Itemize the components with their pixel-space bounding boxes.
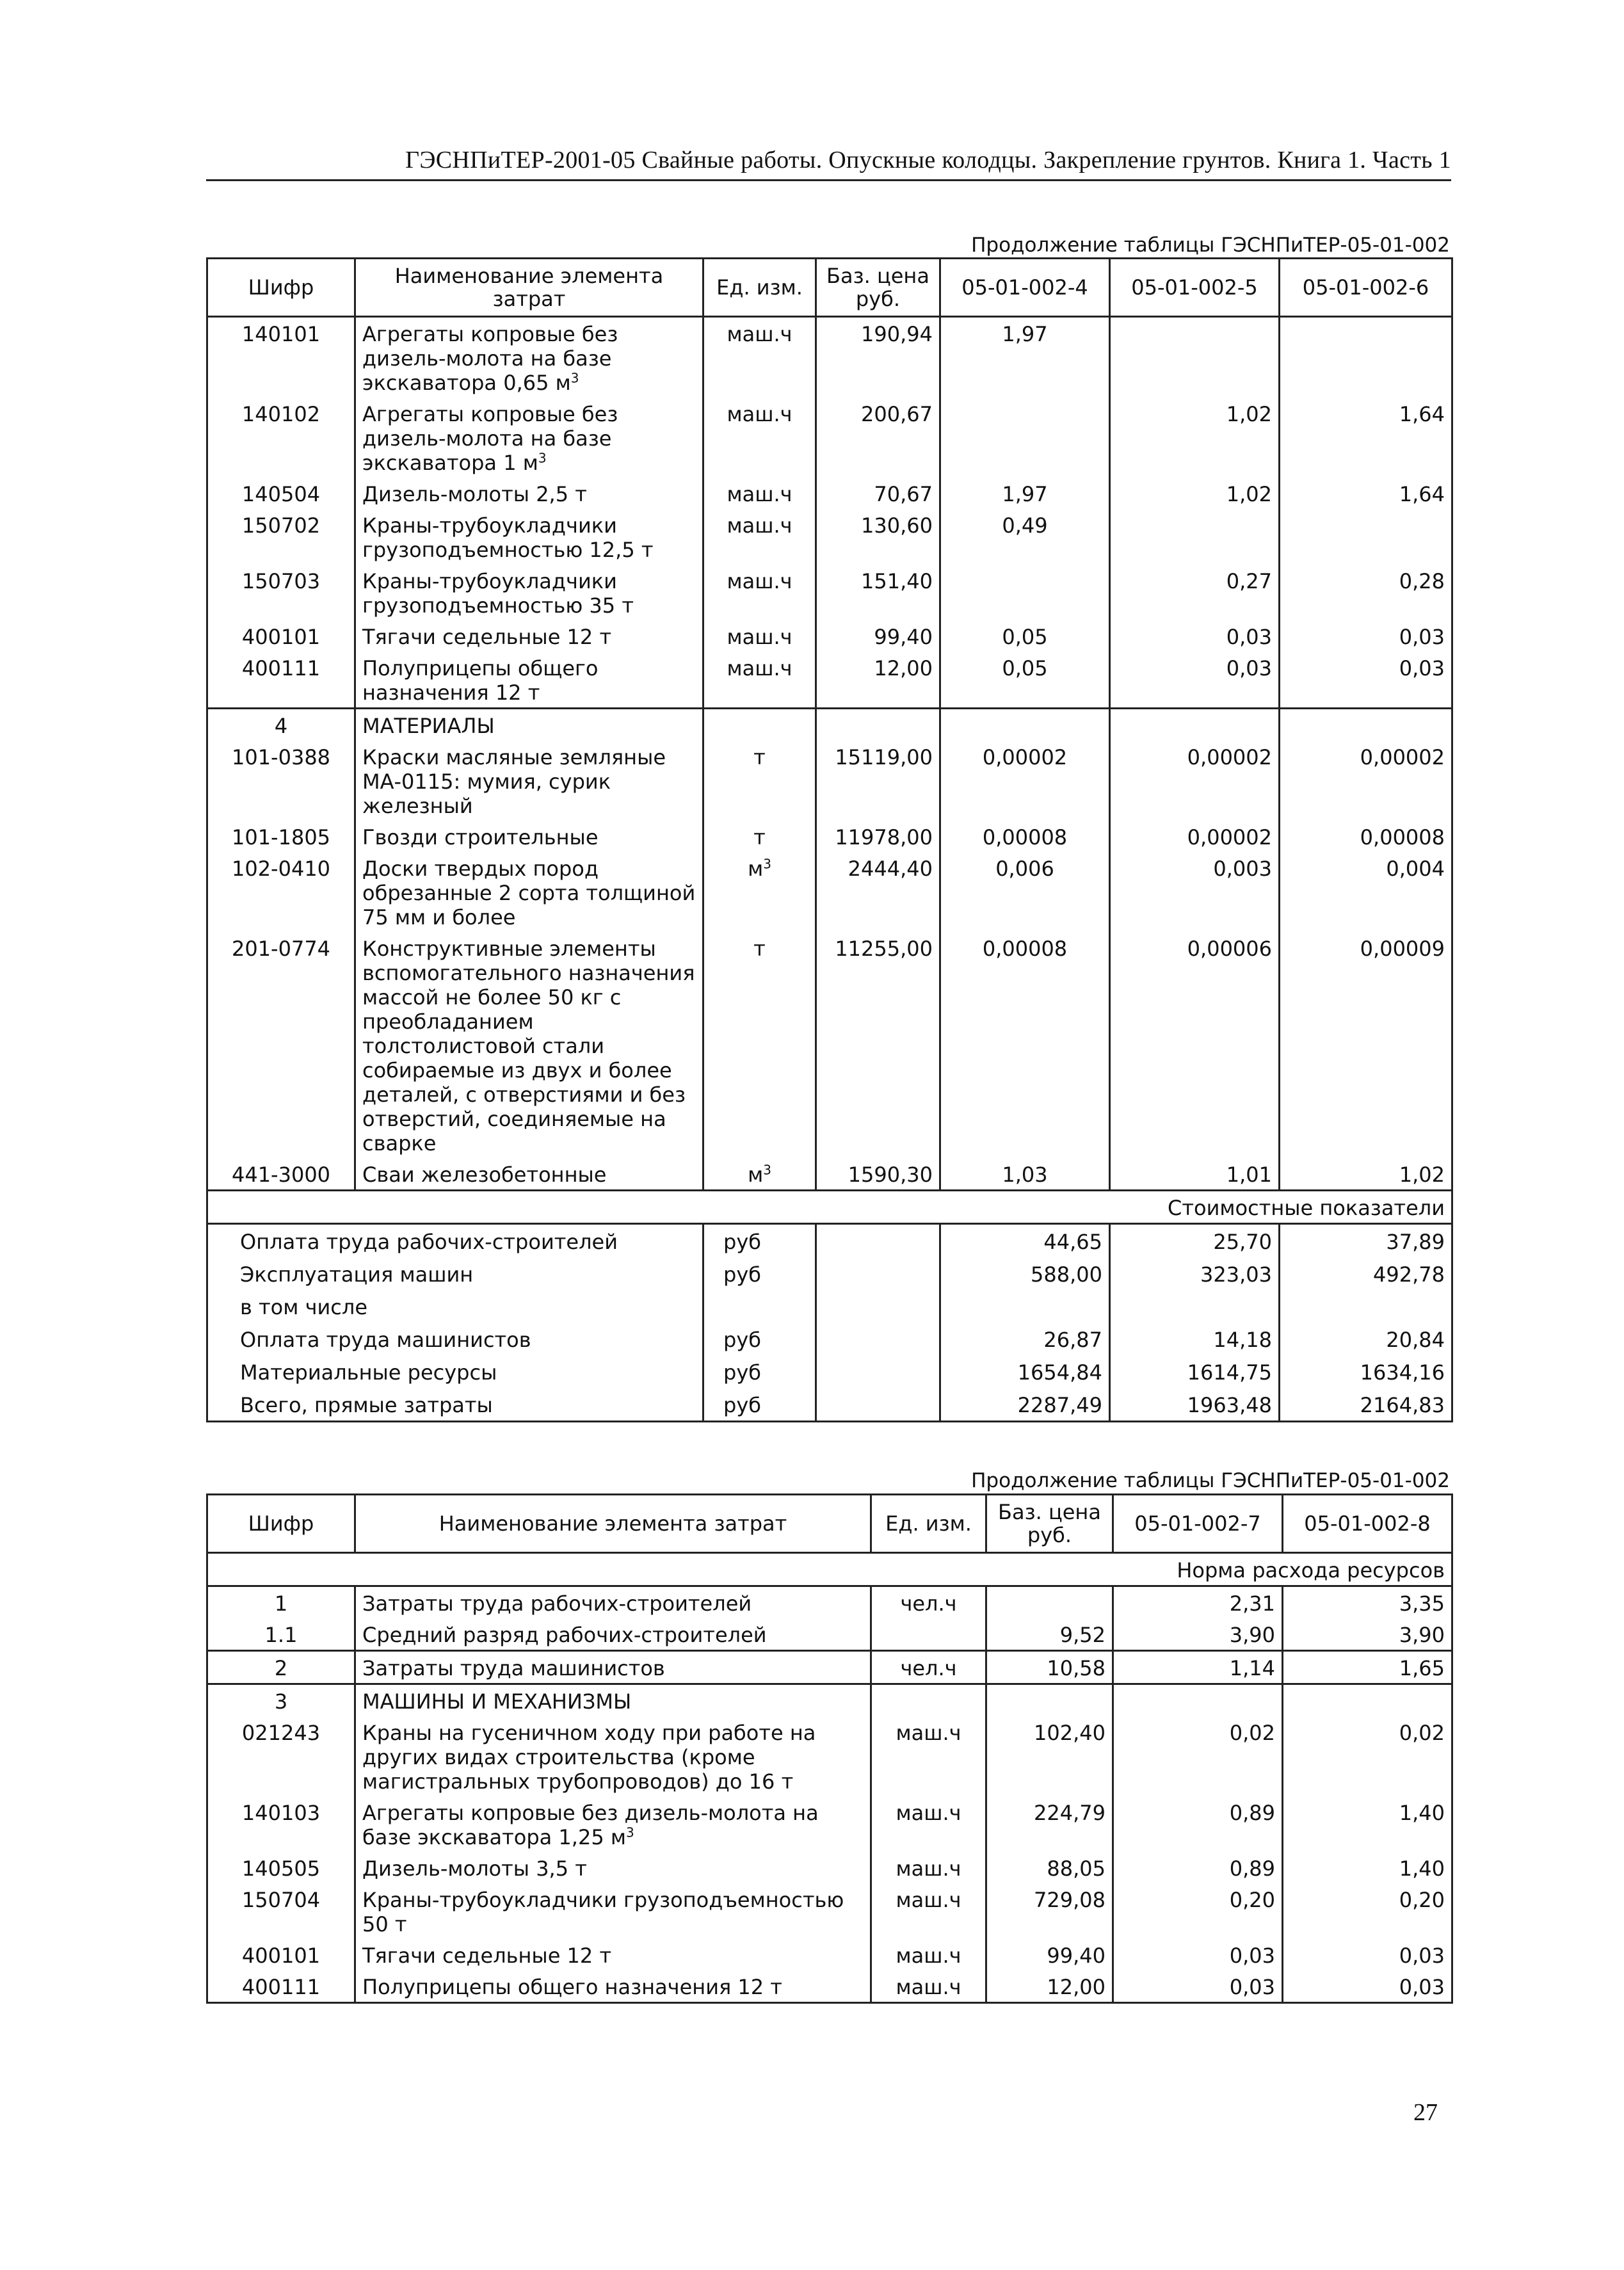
summary-row [207, 1224, 1452, 1258]
cell-unit: маш.ч [703, 652, 816, 709]
cell-price: 151,40 [816, 565, 940, 620]
cell-value-2: 0,003 [1110, 852, 1280, 932]
cell-unit: чел.ч [871, 1651, 986, 1684]
cell-price: 11255,00 [816, 932, 940, 1158]
section-row [207, 709, 1452, 741]
summary-value-3: 492,78 [1280, 1257, 1452, 1290]
cell-price: 88,05 [986, 1852, 1113, 1883]
table1-header-row [207, 259, 1452, 317]
summary-row [207, 1355, 1452, 1388]
cell-price [816, 709, 940, 741]
cell-value-1: 1,03 [940, 1158, 1110, 1191]
cell-value-2: 3,90 [1283, 1618, 1452, 1651]
section-title: МАШИНЫ И МЕХАНИЗМЫ [355, 1684, 871, 1717]
cell-code: 400111 [207, 1970, 355, 2003]
cell-price: 729,08 [986, 1883, 1113, 1939]
cell-price: 102,40 [986, 1716, 1113, 1796]
col-header-name: Наименование элемента затрат [355, 1495, 871, 1553]
summary-unit: руб [703, 1355, 816, 1388]
summary-unit: руб [703, 1224, 816, 1258]
cell-unit [703, 709, 816, 741]
cell-value-3: 0,03 [1280, 620, 1452, 652]
cell-name: Полуприцепы общего назначения 12 т [355, 652, 703, 709]
page-header: ГЭСНПиТЕР-2001-05 Свайные работы. Опускные колодцы. Закрепление грунтов. Книга 1. Часть 1 [206, 146, 1451, 181]
cell-price: 15119,00 [816, 741, 940, 821]
cell-value-3: 0,004 [1280, 852, 1452, 932]
cell-value-2: 1,65 [1283, 1651, 1452, 1684]
col-header-v3: 05-01-002-6 [1280, 259, 1452, 317]
cell-price: 130,60 [816, 509, 940, 565]
cell-unit: маш.ч [703, 509, 816, 565]
cell-unit: маш.ч [871, 1852, 986, 1883]
table-row [207, 620, 1452, 652]
cell-unit: чел.ч [871, 1586, 986, 1619]
cell-unit-text: м [748, 1163, 764, 1187]
cell-value-3 [1280, 709, 1452, 741]
summary-value-2 [1110, 1290, 1280, 1323]
table-row [207, 852, 1452, 932]
cell-price: 200,67 [816, 398, 940, 478]
cell-unit: т [703, 932, 816, 1158]
summary-value-3: 20,84 [1280, 1323, 1452, 1355]
cell-price: 99,40 [986, 1939, 1113, 1970]
summary-value-2: 14,18 [1110, 1323, 1280, 1355]
page-number: 27 [1413, 2099, 1438, 2126]
cell-name: Краны-трубоукладчики грузоподъемностью 50 т [355, 1883, 871, 1939]
cell-price: 12,00 [816, 652, 940, 709]
summary-row [207, 1388, 1452, 1422]
cell-value-1: 3,90 [1113, 1618, 1283, 1651]
cell-value-2: 0,00002 [1110, 741, 1280, 821]
cell-price: 10,58 [986, 1651, 1113, 1684]
cell-value-1: 0,20 [1113, 1883, 1283, 1939]
section-number: 3 [207, 1684, 355, 1717]
cell-value-2: 0,00002 [1110, 821, 1280, 852]
cell-value-1: 0,49 [940, 509, 1110, 565]
table-row [207, 1796, 1452, 1852]
resource-table-2 [206, 1493, 1453, 2004]
cell-value-2: 0,03 [1110, 652, 1280, 709]
cell-value-1 [940, 565, 1110, 620]
cell-unit: маш.ч [703, 620, 816, 652]
col-header-unit: Ед. изм. [871, 1495, 986, 1553]
cell-value-1 [1113, 1684, 1283, 1717]
cell-value-2 [1110, 709, 1280, 741]
cell-value-3: 0,28 [1280, 565, 1452, 620]
cost-indicators-label: Стоимостные показатели [207, 1191, 1452, 1224]
cell-value-1: 0,05 [940, 652, 1110, 709]
cell-unit: маш.ч [871, 1716, 986, 1796]
table-row [207, 1852, 1452, 1883]
cell-code: 150704 [207, 1883, 355, 1939]
cell-code: 140505 [207, 1852, 355, 1883]
cell-price [986, 1684, 1113, 1717]
cell-value-3: 0,03 [1280, 652, 1452, 709]
norm-label-row [207, 1553, 1452, 1586]
norm-label: Норма расхода ресурсов [207, 1553, 1452, 1586]
summary-value-1 [940, 1290, 1110, 1323]
summary-unit: руб [703, 1388, 816, 1422]
table-row [207, 478, 1452, 509]
cell-price: 1590,30 [816, 1158, 940, 1191]
cell-price [986, 1586, 1113, 1619]
cell-value-2: 3,35 [1283, 1586, 1452, 1619]
col-header-unit: Ед. изм. [703, 259, 816, 317]
cell-name: Средний разряд рабочих-строителей [355, 1618, 871, 1651]
cell-value-2: 0,03 [1283, 1970, 1452, 2003]
summary-label: Оплата труда рабочих-строителей [207, 1224, 703, 1258]
summary-value-3 [1280, 1290, 1452, 1323]
cell-price: 70,67 [816, 478, 940, 509]
summary-price [816, 1388, 940, 1422]
cell-name: Сваи железобетонные [355, 1158, 703, 1191]
summary-label: Эксплуатация машин [207, 1257, 703, 1290]
summary-value-2: 1614,75 [1110, 1355, 1280, 1388]
table-row [207, 1651, 1452, 1684]
cell-value-2: 0,03 [1283, 1939, 1452, 1970]
cell-price: 99,40 [816, 620, 940, 652]
cell-name: Дизель-молоты 2,5 т [355, 478, 703, 509]
superscript: 3 [763, 1162, 771, 1178]
table1-caption: Продолжение таблицы ГЭСНПиТЕР-05-01-002 [971, 234, 1450, 257]
summary-label: в том числе [207, 1290, 703, 1323]
table-row [207, 509, 1452, 565]
table-row [207, 398, 1452, 478]
cell-value-2 [1283, 1684, 1452, 1717]
cell-code: 150702 [207, 509, 355, 565]
superscript: 3 [763, 856, 771, 872]
table-row [207, 1716, 1452, 1796]
summary-label: Материальные ресурсы [207, 1355, 703, 1388]
superscript: 3 [538, 450, 547, 466]
table-row [207, 1939, 1452, 1970]
cell-value-1: 0,03 [1113, 1939, 1283, 1970]
cell-value-3: 0,00002 [1280, 741, 1452, 821]
cell-unit: маш.ч [871, 1883, 986, 1939]
cell-unit: маш.ч [703, 565, 816, 620]
cell-price: 12,00 [986, 1970, 1113, 2003]
cell-code: 101-0388 [207, 741, 355, 821]
col-header-name: Наименование элемента затрат [355, 259, 703, 317]
cell-price: 224,79 [986, 1796, 1113, 1852]
summary-unit [703, 1290, 816, 1323]
cell-name: Тягачи седельные 12 т [355, 620, 703, 652]
cell-value-1: 0,05 [940, 620, 1110, 652]
summary-value-1: 2287,49 [940, 1388, 1110, 1422]
cell-name: Доски твердых пород обрезанные 2 сорта толщиной 75 мм и более [355, 852, 703, 932]
summary-price [816, 1290, 940, 1323]
table2-header-row [207, 1495, 1452, 1553]
table-row [207, 932, 1452, 1158]
cell-name: Конструктивные элементы вспомогательного назначения массой не более 50 кг с преобладанием толстолистовой стали собираемые из двух и более деталей, с отверстиями и без отверстий, соединяемые на сварке [355, 932, 703, 1158]
col-header-v2: 05-01-002-8 [1283, 1495, 1452, 1553]
section-row [207, 1684, 1452, 1717]
cell-name: Гвозди строительные [355, 821, 703, 852]
table-row [207, 1883, 1452, 1939]
cell-value-1: 0,03 [1113, 1970, 1283, 2003]
cell-price: 190,94 [816, 317, 940, 398]
summary-value-2: 323,03 [1110, 1257, 1280, 1290]
cell-value-2: 0,20 [1283, 1883, 1452, 1939]
cell-value-3 [1280, 509, 1452, 565]
summary-label: Оплата труда машинистов [207, 1323, 703, 1355]
summary-price [816, 1323, 940, 1355]
cell-code: 2 [207, 1651, 355, 1684]
summary-value-1: 26,87 [940, 1323, 1110, 1355]
summary-row [207, 1323, 1452, 1355]
cell-code: 102-0410 [207, 852, 355, 932]
summary-price [816, 1224, 940, 1258]
cell-unit: маш.ч [871, 1939, 986, 1970]
cell-value-1: 0,00008 [940, 821, 1110, 852]
cell-value-1: 1,97 [940, 478, 1110, 509]
cell-name: Дизель-молоты 3,5 т [355, 1852, 871, 1883]
section-title: МАТЕРИАЛЫ [355, 709, 703, 741]
superscript: 3 [625, 1824, 634, 1840]
table-row [207, 317, 1452, 398]
cell-code: 400101 [207, 620, 355, 652]
cell-value-2: 0,03 [1110, 620, 1280, 652]
superscript: 3 [570, 370, 579, 386]
table-row [207, 821, 1452, 852]
cell-code: 140102 [207, 398, 355, 478]
cell-name: Полуприцепы общего назначения 12 т [355, 1970, 871, 2003]
cell-value-1: 0,00002 [940, 741, 1110, 821]
cell-code: 1.1 [207, 1618, 355, 1651]
cell-name: Краны на гусеничном ходу при работе на других видах строительства (кроме магистральных трубопроводов) до 16 т [355, 1716, 871, 1796]
table-row [207, 1586, 1452, 1619]
summary-label: Всего, прямые затраты [207, 1388, 703, 1422]
cell-value-2: 0,00006 [1110, 932, 1280, 1158]
cell-value-1: 0,02 [1113, 1716, 1283, 1796]
cell-value-2: 0,02 [1283, 1716, 1452, 1796]
cell-name-text: Агрегаты копровые без дизель-молота на базе экскаватора 1,25 м [362, 1801, 819, 1849]
summary-price [816, 1355, 940, 1388]
cell-unit: маш.ч [871, 1796, 986, 1852]
cost-indicators-row [207, 1191, 1452, 1224]
col-header-code: Шифр [207, 1495, 355, 1553]
table-row [207, 565, 1452, 620]
cell-unit [703, 852, 816, 932]
cell-value-2: 0,27 [1110, 565, 1280, 620]
resource-table-1 [206, 257, 1453, 1422]
cell-name [355, 317, 703, 398]
summary-row [207, 1257, 1452, 1290]
cell-unit: маш.ч [703, 478, 816, 509]
cell-price: 11978,00 [816, 821, 940, 852]
cell-value-2 [1110, 509, 1280, 565]
cell-value-3: 0,00008 [1280, 821, 1452, 852]
summary-value-1: 44,65 [940, 1224, 1110, 1258]
table2-caption: Продолжение таблицы ГЭСНПиТЕР-05-01-002 [971, 1469, 1450, 1492]
cell-code: 400111 [207, 652, 355, 709]
summary-value-2: 25,70 [1110, 1224, 1280, 1258]
cell-unit: маш.ч [703, 398, 816, 478]
cell-unit-text: м [748, 857, 764, 881]
cell-unit [871, 1618, 986, 1651]
table-row [207, 652, 1452, 709]
cell-unit [703, 1158, 816, 1191]
cell-code: 441-3000 [207, 1158, 355, 1191]
cell-code: 021243 [207, 1716, 355, 1796]
cell-unit: маш.ч [703, 317, 816, 398]
cell-value-2: 1,02 [1110, 478, 1280, 509]
section-number: 4 [207, 709, 355, 741]
cell-code: 140103 [207, 1796, 355, 1852]
cell-unit: маш.ч [871, 1970, 986, 2003]
cell-value-1: 1,14 [1113, 1651, 1283, 1684]
summary-unit: руб [703, 1323, 816, 1355]
col-header-code: Шифр [207, 259, 355, 317]
cell-name: Затраты труда машинистов [355, 1651, 871, 1684]
table-row [207, 1158, 1452, 1191]
cell-unit [871, 1684, 986, 1717]
cell-value-1: 2,31 [1113, 1586, 1283, 1619]
cell-unit: т [703, 741, 816, 821]
cell-name: Краски масляные земляные МА-0115: мумия, сурик железный [355, 741, 703, 821]
summary-value-3: 1634,16 [1280, 1355, 1452, 1388]
cell-name: Краны-трубоукладчики грузоподъемностью 12,5 т [355, 509, 703, 565]
cell-value-1 [940, 709, 1110, 741]
cell-value-2: 1,01 [1110, 1158, 1280, 1191]
summary-unit: руб [703, 1257, 816, 1290]
cell-name: Краны-трубоукладчики грузоподъемностью 35 т [355, 565, 703, 620]
cell-code: 140101 [207, 317, 355, 398]
cell-value-2: 1,40 [1283, 1852, 1452, 1883]
cell-value-2: 1,40 [1283, 1796, 1452, 1852]
summary-value-2: 1963,48 [1110, 1388, 1280, 1422]
cell-value-3: 1,64 [1280, 398, 1452, 478]
cell-value-3: 1,02 [1280, 1158, 1452, 1191]
cell-name: Затраты труда рабочих-строителей [355, 1586, 871, 1619]
cell-code: 101-1805 [207, 821, 355, 852]
summary-value-3: 37,89 [1280, 1224, 1452, 1258]
cell-value-1: 0,89 [1113, 1852, 1283, 1883]
cell-name [355, 1796, 871, 1852]
summary-value-1: 1654,84 [940, 1355, 1110, 1388]
summary-row [207, 1290, 1452, 1323]
cell-code: 201-0774 [207, 932, 355, 1158]
cell-value-1: 1,97 [940, 317, 1110, 398]
cell-code: 150703 [207, 565, 355, 620]
col-header-price: Баз. цена руб. [816, 259, 940, 317]
summary-value-1: 588,00 [940, 1257, 1110, 1290]
col-header-v1: 05-01-002-7 [1113, 1495, 1283, 1553]
col-header-price: Баз. цена руб. [986, 1495, 1113, 1553]
cell-value-3 [1280, 317, 1452, 398]
cell-unit: т [703, 821, 816, 852]
cell-value-2 [1110, 317, 1280, 398]
cell-value-1: 0,006 [940, 852, 1110, 932]
cell-code: 400101 [207, 1939, 355, 1970]
cell-name [355, 398, 703, 478]
table-row [207, 1970, 1452, 2003]
col-header-v2: 05-01-002-5 [1110, 259, 1280, 317]
table-row [207, 1618, 1452, 1651]
col-header-v1: 05-01-002-4 [940, 259, 1110, 317]
summary-price [816, 1257, 940, 1290]
cell-value-1: 0,00008 [940, 932, 1110, 1158]
cell-name-text: Агрегаты копровые без дизель-молота на базе экскаватора 0,65 м [362, 322, 618, 395]
cell-value-1 [940, 398, 1110, 478]
cell-name-text: Агрегаты копровые без дизель-молота на базе экскаватора 1 м [362, 402, 618, 475]
cell-value-1: 0,89 [1113, 1796, 1283, 1852]
summary-value-3: 2164,83 [1280, 1388, 1452, 1422]
cell-price: 9,52 [986, 1618, 1113, 1651]
cell-price: 2444,40 [816, 852, 940, 932]
cell-name: Тягачи седельные 12 т [355, 1939, 871, 1970]
cell-code: 140504 [207, 478, 355, 509]
cell-value-3: 1,64 [1280, 478, 1452, 509]
table-row [207, 741, 1452, 821]
cell-value-2: 1,02 [1110, 398, 1280, 478]
cell-code: 1 [207, 1586, 355, 1619]
cell-value-3: 0,00009 [1280, 932, 1452, 1158]
